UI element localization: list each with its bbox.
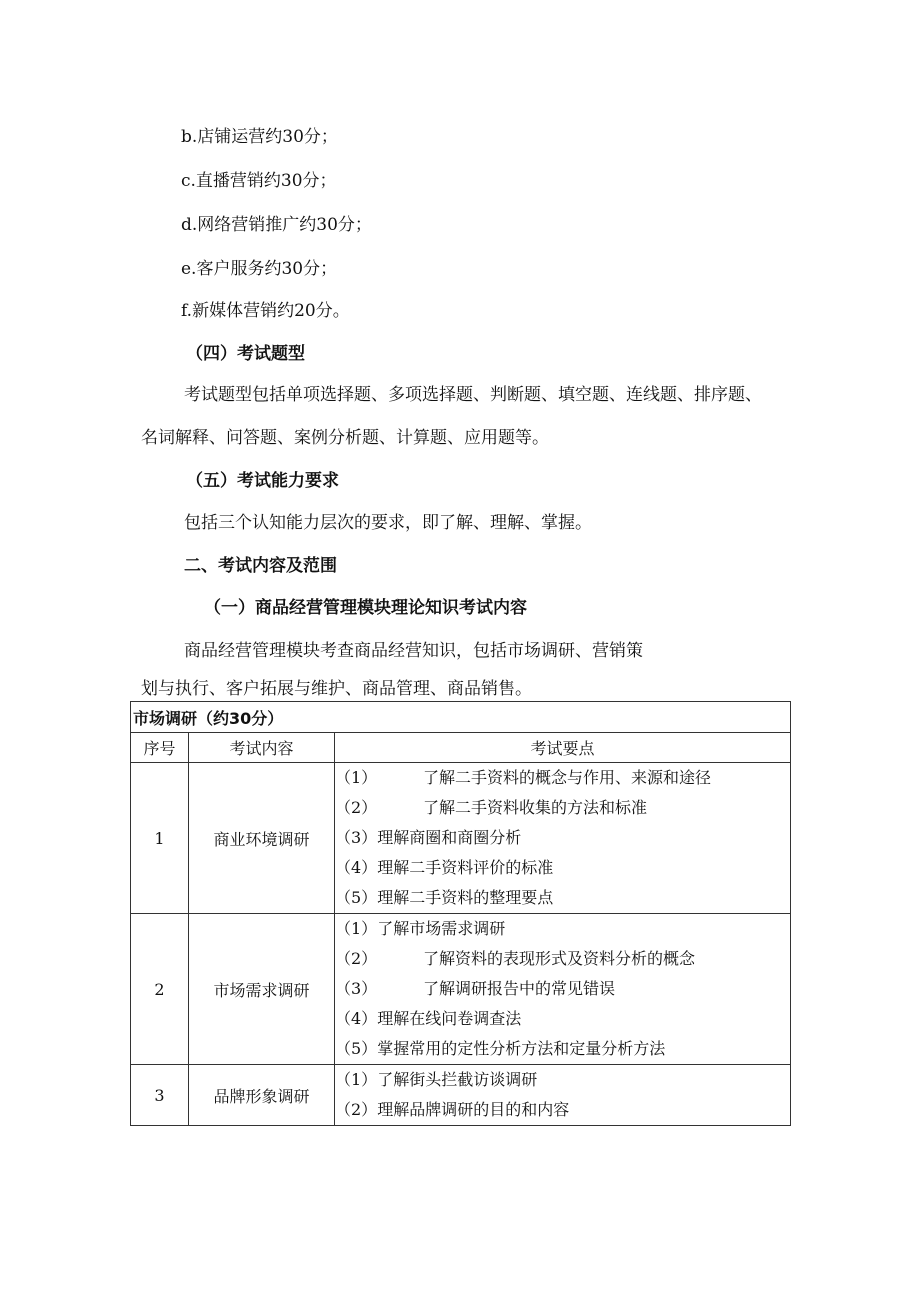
- list-item-d: d.网络营销推广约30分；: [181, 215, 372, 235]
- list-item-b: b.店铺运营约30分；: [181, 127, 338, 147]
- row-number: 2: [131, 914, 189, 1065]
- point-item: （3）理解商圈和商圈分析: [335, 828, 522, 847]
- list-item-c: c.直播营销约30分；: [181, 171, 337, 191]
- section-4-heading: （四）考试题型: [186, 344, 305, 364]
- point-item: （2） 了解资料的表现形式及资料分析的概念: [335, 949, 696, 968]
- row-topic: 品牌形象调研: [189, 1065, 335, 1126]
- point-item: （5）掌握常用的定性分析方法和定量分析方法: [335, 1039, 666, 1058]
- point-item: （4）理解二手资料评价的标准: [335, 858, 554, 877]
- point-item: （1）了解市场需求调研: [335, 919, 506, 938]
- point-item: （1）了解街头拦截访谈调研: [335, 1070, 538, 1089]
- list-item-e: e.客户服务约30分；: [181, 259, 338, 279]
- section-5-heading: （五）考试能力要求: [186, 471, 339, 491]
- table-title: 市场调研（约30分）: [131, 702, 791, 733]
- row-topic: 市场需求调研: [189, 914, 335, 1065]
- section-4-text-line1: 考试题型包括单项选择题、多项选择题、判断题、填空题、连线题、排序题、: [184, 385, 762, 405]
- part-2-subheading: （一）商品经营管理模块理论知识考试内容: [204, 598, 527, 618]
- part-2-text-line1: 商品经营管理模块考查商品经营知识，包括市场调研、营销策: [184, 641, 643, 661]
- row-topic: 商业环境调研: [189, 763, 335, 914]
- point-item: （2）理解品牌调研的目的和内容: [335, 1100, 570, 1119]
- point-item: （3） 了解调研报告中的常见错误: [335, 979, 616, 998]
- point-item: （2） 了解二手资料收集的方法和标准: [335, 798, 648, 817]
- point-item: （4）理解在线问卷调查法: [335, 1009, 522, 1028]
- row-points: [335, 914, 791, 1065]
- part-2-heading: 二、考试内容及范围: [184, 556, 337, 576]
- section-5-text: 包括三个认知能力层次的要求，即了解、理解、掌握。: [184, 513, 592, 533]
- exam-content-table: [130, 701, 791, 1126]
- point-item: （5）理解二手资料的整理要点: [335, 888, 554, 907]
- table-row: [131, 914, 791, 1065]
- header-number: 序号: [131, 733, 189, 763]
- part-2-text-line2: 划与执行、客户拓展与维护、商品管理、商品销售。: [141, 679, 532, 699]
- header-points: 考试要点: [335, 733, 791, 763]
- list-item-f: f.新媒体营销约20分。: [181, 301, 350, 321]
- table-row: [131, 763, 791, 914]
- row-number: 1: [131, 763, 189, 914]
- table-row: [131, 1065, 791, 1126]
- row-number: 3: [131, 1065, 189, 1126]
- row-points: [335, 763, 791, 914]
- point-item: （1） 了解二手资料的概念与作用、来源和途径: [335, 768, 712, 787]
- row-points: [335, 1065, 791, 1126]
- header-content: 考试内容: [189, 733, 335, 763]
- section-4-text-line2: 名词解释、问答题、案例分析题、计算题、应用题等。: [141, 428, 549, 448]
